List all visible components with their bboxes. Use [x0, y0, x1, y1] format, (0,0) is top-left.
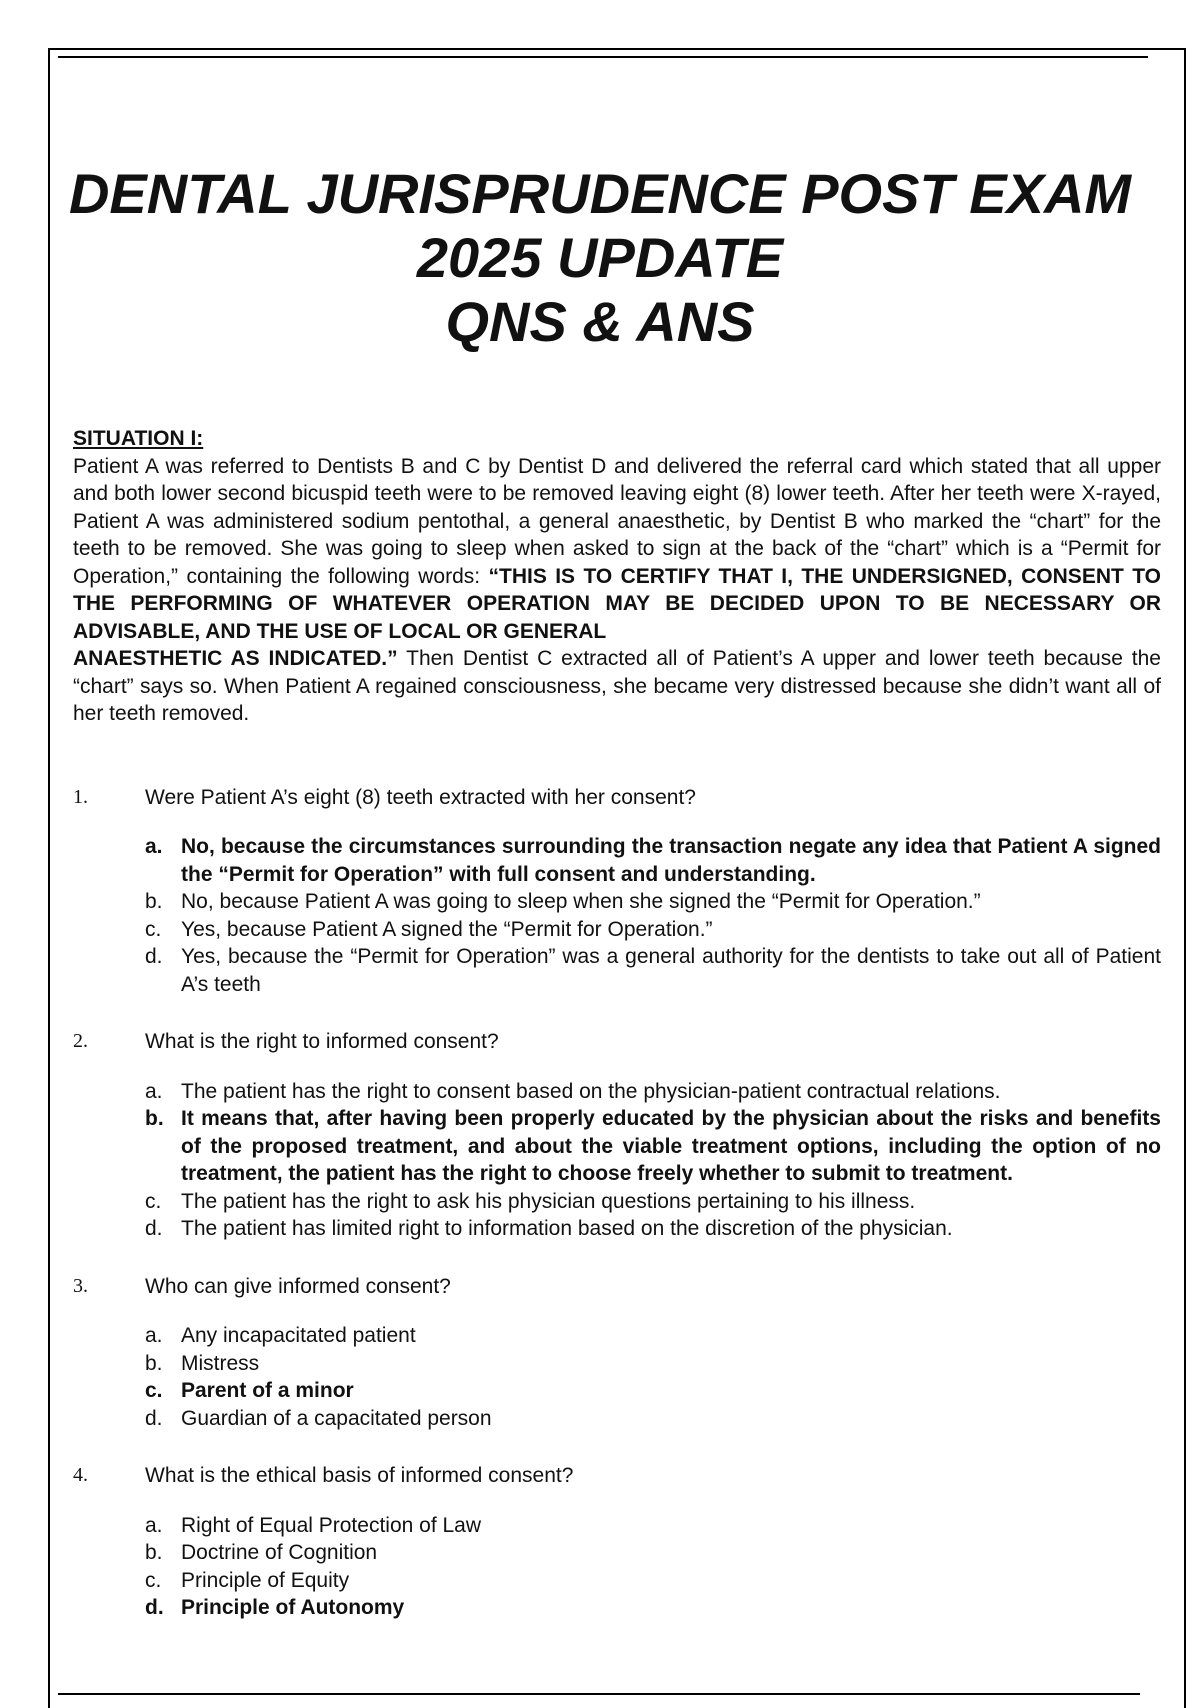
title-line-1: DENTAL JURISPRUDENCE POST EXAM [68, 162, 1132, 225]
question-4 [73, 1462, 1161, 1490]
question-3 [73, 1273, 1161, 1301]
situation-text-bold-2: ANAESTHETIC AS INDICATED.” [73, 647, 398, 670]
option-d: d. The patient has limited right to information based on the discretion of the physician. [145, 1217, 953, 1240]
option-a: a. The patient has the right to consent based on the physician-patient contractual relations. [145, 1079, 1001, 1103]
option-b: b. Doctrine of Cognition [145, 1541, 378, 1564]
question-number: 4. [73, 1464, 88, 1486]
question-text: What is the ethical basis of informed consent? [145, 1464, 574, 1487]
situation-text [73, 453, 1161, 728]
option-d: d. Principle of Autonomy [145, 1596, 405, 1619]
document-title [0, 162, 1200, 354]
question-4-options [145, 1512, 1161, 1622]
option-b: b. No, because Patient A was going to sleep when she signed the “Permit for Operation.” [145, 890, 981, 913]
question-number: 2. [73, 1030, 88, 1052]
option-c: c. The patient has the right to ask his physician questions pertaining to his illness. [145, 1189, 916, 1213]
situation-text-bold-1: “THIS IS TO CERTIFY THAT I, THE UNDERSIGNED, CONSENT TO THE PERFORMING OF WHATEVER OPERATION MAY BE DECIDED UPON TO BE NECESSARY OR ADVISABLE, AND THE USE OF LOCAL OR GENERAL [73, 564, 1161, 643]
question-number: 1. [73, 785, 88, 808]
option-a: a. Right of Equal Protection of Law [145, 1513, 482, 1537]
question-text: Who can give informed consent? [145, 1274, 451, 1298]
top-rule [58, 56, 1148, 58]
question-2-options [145, 1078, 1161, 1243]
option-a: a. No, because the circumstances surrounding the transaction negate any idea that Patient A signed the “Permit for Operation” with full consent and understanding. [145, 835, 1161, 886]
situation-heading: SITUATION I: [73, 427, 204, 450]
question-text: What is the right to informed consent? [145, 1030, 499, 1053]
question-3-options [145, 1322, 1161, 1432]
document-body [73, 425, 1161, 1622]
title-line-2: 2025 UPDATE [416, 226, 784, 289]
option-d: d. Yes, because the “Permit for Operation” was a general authority for the dentists to take out all of Patient A’s teeth [145, 945, 1161, 996]
option-c: c. Yes, because Patient A signed the “Permit for Operation.” [145, 917, 713, 941]
question-1-options [145, 833, 1161, 998]
option-b: b. It means that, after having been properly educated by the physician about the risks and benefits of the proposed treatment, and about the viable treatment options, including the option of no treatment, the patient has the right to choose freely whether to submit to treatment. [145, 1107, 1161, 1185]
situation-text-part2: Then Dentist C extracted all of Patient’s A upper and lower teeth because the “chart” says so. When Patient A regained consciousness, she became very distressed because she didn’t want all of her teeth removed. [73, 647, 1161, 725]
question-1 [73, 784, 1161, 812]
option-d: d. Guardian of a capacitated person [145, 1406, 492, 1430]
option-b: b. Mistress [145, 1351, 260, 1375]
question-text: Were Patient A’s eight (8) teeth extracted with her consent? [145, 785, 696, 809]
bottom-rule [58, 1693, 1140, 1695]
question-2 [73, 1028, 1161, 1056]
option-a: a. Any incapacitated patient [145, 1324, 416, 1347]
option-c: c. Principle of Equity [145, 1568, 350, 1592]
question-number: 3. [73, 1274, 88, 1297]
title-line-3: QNS & ANS [445, 290, 755, 353]
situation-text-part1: Patient A was referred to Dentists B and C by Dentist D and delivered the referral card which stated that all upper and both lower second bicuspid teeth were to be removed leaving eight (8) lower teeth. After her teeth were X-rayed, Patient A was administered sodium pentothal, a general anaesthetic, by Dentist B who marked the “chart” for the teeth to be removed. She was going to sleep when asked to sign at the back of the “chart” which is a “Permit for Operation,” containing the following words: [73, 454, 1161, 588]
option-c: c. Parent of a minor [145, 1379, 354, 1402]
